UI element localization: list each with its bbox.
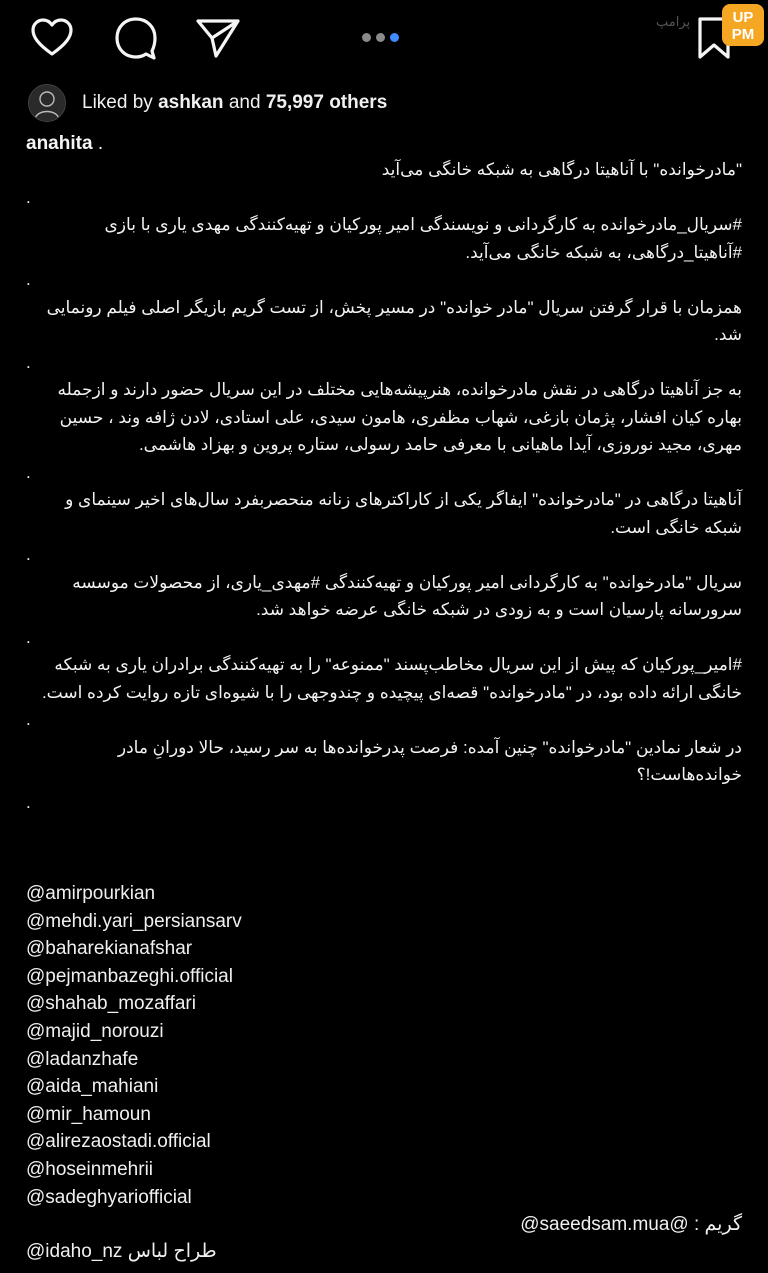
mention-link[interactable]: @mehdi.yari_persiansarv bbox=[26, 910, 242, 932]
liked-by-row[interactable] bbox=[28, 84, 387, 122]
uppm-logo bbox=[720, 2, 766, 48]
post-action-bar bbox=[0, 0, 768, 78]
caption-paragraph: سریال "مادرخوانده" به کارگردانی امیر پورکیان و تهیه‌کنندگی #مهدی_یاری، از محصولات موسسه سرورسانه پارسیان است و به زودی در شبکه خانگی عرضه خواهد شد. bbox=[72, 572, 742, 619]
caption-body bbox=[26, 156, 742, 816]
comment-icon[interactable] bbox=[112, 14, 160, 62]
caption-paragraph: به جز آناهیتا درگاهی در نقش مادرخوانده، هنرپیشه‌هایی مختلف در این سریال حضور دارند و ازجمله بهاره کیان افشار، پژمان بازغی، شهاب مظفری، هامون سیدی، علی استادی، لادن ژافه وند ، حسین مهری، مجید نوروزی، آیدا ماهیانی با معرفی حامد رسولی، ستاره پروین و بهزاد هاشمی. bbox=[57, 380, 742, 454]
caption-username[interactable]: anahita bbox=[26, 133, 93, 154]
caption-separator: . bbox=[26, 627, 31, 647]
costume-label: طراح لباس bbox=[127, 1241, 217, 1262]
liked-by-connector: and bbox=[228, 92, 261, 113]
caption-paragraph: #امیر_پورکیان که پیش از این سریال مخاطب‌پسند "ممنوعه" را به تهیه‌کنندگی برادران یاری به شبکه خانگی ارائه داده بود، در "مادرخوانده" قصه‌ای پیچیده و چندوجهی را با شیوه‌ای تازه روایت کرده است. bbox=[41, 655, 742, 702]
carousel-dot bbox=[376, 33, 385, 42]
mention-link[interactable]: @pejmanbazeghi.official bbox=[26, 965, 233, 987]
watermark-text: پرامپ bbox=[656, 14, 691, 29]
mention-link[interactable]: @amirpourkian bbox=[26, 883, 156, 904]
heart-icon[interactable] bbox=[28, 14, 76, 62]
liked-by-user[interactable]: ashkan bbox=[158, 92, 224, 113]
mention-link[interactable]: @shahab_mozaffari bbox=[26, 993, 196, 1015]
caption-paragraph: همزمان با قرار گرفتن سریال "مادر خوانده" در مسیر پخش، از تست گریم بازیگر اصلی فیلم رونمایی شد. bbox=[46, 297, 742, 344]
caption-separator: . bbox=[26, 270, 31, 289]
caption-username-suffix: . bbox=[97, 133, 104, 154]
costume-credit bbox=[26, 1240, 217, 1263]
caption-separator: . bbox=[26, 462, 31, 482]
mention-link[interactable]: @baharekianafshar bbox=[26, 938, 193, 960]
send-icon[interactable] bbox=[194, 14, 242, 62]
mention-link[interactable]: @mir_hamoun bbox=[26, 1103, 151, 1125]
caption-separator: . bbox=[26, 187, 31, 207]
mention-link[interactable]: @ladanzhafe bbox=[26, 1048, 139, 1070]
caption-separator: . bbox=[26, 545, 31, 564]
mention-link[interactable]: @majid_norouzi bbox=[26, 1020, 164, 1042]
carousel-dot bbox=[362, 33, 371, 42]
mention-link[interactable]: @aida_mahiani bbox=[26, 1076, 159, 1098]
liked-by-others[interactable]: 75,997 others bbox=[265, 92, 388, 113]
caption-separator: . bbox=[26, 792, 31, 812]
mention-link[interactable]: @alirezaostadi.official bbox=[26, 1131, 211, 1153]
svg-text:PM: PM bbox=[731, 26, 755, 43]
caption-paragraph: #سریال_مادرخوانده به کارگردانی و نویسندگی امیر پورکیان و تهیه‌کنندگی مهدی یاری با بازی #آناهیتا_درگاهی، به شبکه خانگی می‌آید. bbox=[104, 215, 742, 262]
caption-owner bbox=[26, 133, 103, 155]
caption-paragraph: آناهیتا درگاهی در "مادرخوانده" ایفاگر یکی از کاراکترهای زنانه منحصربفرد سال‌های اخیر سینمای و شبکه خانگی است. bbox=[65, 490, 742, 537]
liked-by-text bbox=[82, 92, 387, 114]
mention-link[interactable]: @hoseinmehrii bbox=[26, 1158, 154, 1180]
caption-paragraph: "مادرخوانده" با آناهیتا درگاهی به شبکه خانگی می‌آید bbox=[381, 160, 742, 179]
mention-list bbox=[26, 880, 242, 1211]
carousel-dot-active bbox=[390, 33, 399, 42]
mention-link[interactable]: @sadeghyariofficial bbox=[26, 1186, 192, 1208]
carousel-indicator bbox=[362, 31, 399, 43]
caption-separator: . bbox=[26, 710, 31, 729]
costume-handle[interactable]: @idaho_nz bbox=[26, 1241, 123, 1262]
caption-paragraph: در شعار نمادین "مادرخوانده" چنین آمده: فرصت پدرخوانده‌ها به سر رسید، حالا دورانِ مادر خوانده‌هاست!؟ bbox=[117, 737, 742, 784]
avatar[interactable] bbox=[28, 84, 66, 122]
makeup-credit[interactable]: گریم : @saeedsam.mua@ bbox=[520, 1214, 742, 1235]
liked-by-prefix: Liked by bbox=[82, 92, 153, 113]
caption-separator: . bbox=[26, 352, 31, 372]
svg-text:UP: UP bbox=[732, 9, 754, 26]
